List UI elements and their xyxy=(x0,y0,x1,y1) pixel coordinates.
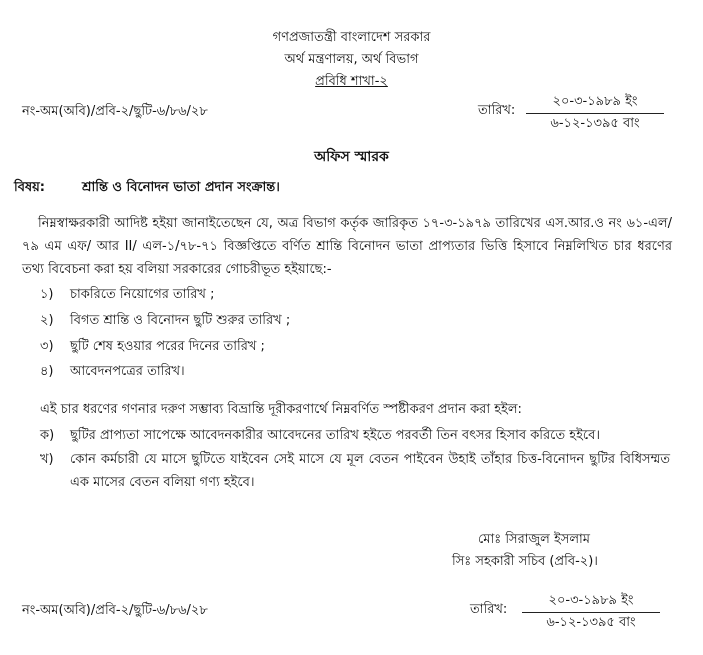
footer-date-bengali: ৬-১২-১৩৯৫ বাং xyxy=(546,615,636,630)
item-text: বিগত শ্রান্তি ও বিনোদন ছুটি শুরুর তারিখ ; xyxy=(70,313,291,328)
memo-title: অফিস স্মারক xyxy=(314,149,389,165)
clarification-intro: এই চার ধরণের গণনার দরুণ সম্ভাব্য বিভ্রান্তি দূরীকরণার্থে নিম্নবর্ণিত স্পষ্টীকরণ প্রদান করা হইল: xyxy=(40,402,522,417)
reference-number: নং-অম(অবি)/প্রবি-২/ছুটি-৬/৮৬/২৮ xyxy=(22,104,208,119)
section-header: প্রবিধি শাখা-২ xyxy=(315,74,388,89)
clarification-text: কোন কর্মচারী যে মাসে ছুটিতে যাইবেন সেই মাসে যে মূল বেতন পাইবেন উহাই তাঁহার চিত্ত-বিনোদন ছুটির বিধিসম্মত এক মাসের বেতন বলিয়া গণ্য হইবে। xyxy=(70,452,670,490)
item-number: ৪) xyxy=(40,364,54,379)
intro-paragraph: নিম্নস্বাক্ষরকারী আদিষ্ট হইয়া জানাইতেছেন যে, অত্র বিভাগ কর্তৃক জারিকৃত ১৭-৩-১৯৭৯ তারিখের এস.আর.ও নং ৬১-এল/৭৯ এম এফ/ আর II/ এল-১/৭৮-৭১ বিজ্ঞপ্তিতে বর্ণিত শ্রান্তি বিনোদন ভাতা প্রাপ্যতার ভিত্তি হিসাবে নিম্নলিখিত চার ধরণের তথ্য বিবেচনা করা হয় বলিয়া সরকারের গোচরীভূত হইয়াছে:- xyxy=(22,216,672,277)
clarification-label: খ) xyxy=(40,452,54,467)
date-label: তারিখ: xyxy=(478,103,516,118)
signatory-name: মোঃ সিরাজুল ইসলাম xyxy=(478,532,591,547)
ministry-header: অর্থ মন্ত্রণালয়, অর্থ বিভাগ xyxy=(284,52,419,67)
signatory-designation: সিঃ সহকারী সচিব (প্রবি-২)। xyxy=(452,554,598,569)
item-text: আবেদনপত্রের তারিখ। xyxy=(70,364,185,379)
item-number: ১) xyxy=(40,287,54,302)
item-text: ছুটি শেষ হওয়ার পরের দিনের তারিখ ; xyxy=(70,339,265,354)
clarification-label: ক) xyxy=(40,428,55,443)
clarification-text: ছুটির প্রাপ্যতা সাপেক্ষে আবেদনকারীর আবেদনের তারিখ হইতে পরবর্তী তিন বৎসর হিসাব করিতে হইবে। xyxy=(70,428,600,443)
date-gregorian: ২০-৩-১৯৮৯ ইং xyxy=(526,94,664,114)
footer-date-gregorian: ২০-৩-১৯৮৯ ইং xyxy=(522,593,660,613)
government-header: গণপ্রজাতন্ত্রী বাংলাদেশ সরকার xyxy=(272,30,431,45)
footer-date-label: তারিখ: xyxy=(470,602,508,617)
date-bengali: ৬-১২-১৩৯৫ বাং xyxy=(550,116,640,131)
item-number: ২) xyxy=(40,313,54,328)
item-text: চাকরিতে নিয়োগের তারিখ ; xyxy=(70,287,215,302)
subject-label: বিষয়: xyxy=(14,180,45,195)
footer-reference-number: নং-অম(অবি)/প্রবি-২/ছুটি-৬/৮৬/২৮ xyxy=(22,603,208,618)
subject-text: শ্রান্তি ও বিনোদন ভাতা প্রদান সংক্রান্ত। xyxy=(82,180,280,195)
item-number: ৩) xyxy=(40,339,54,354)
